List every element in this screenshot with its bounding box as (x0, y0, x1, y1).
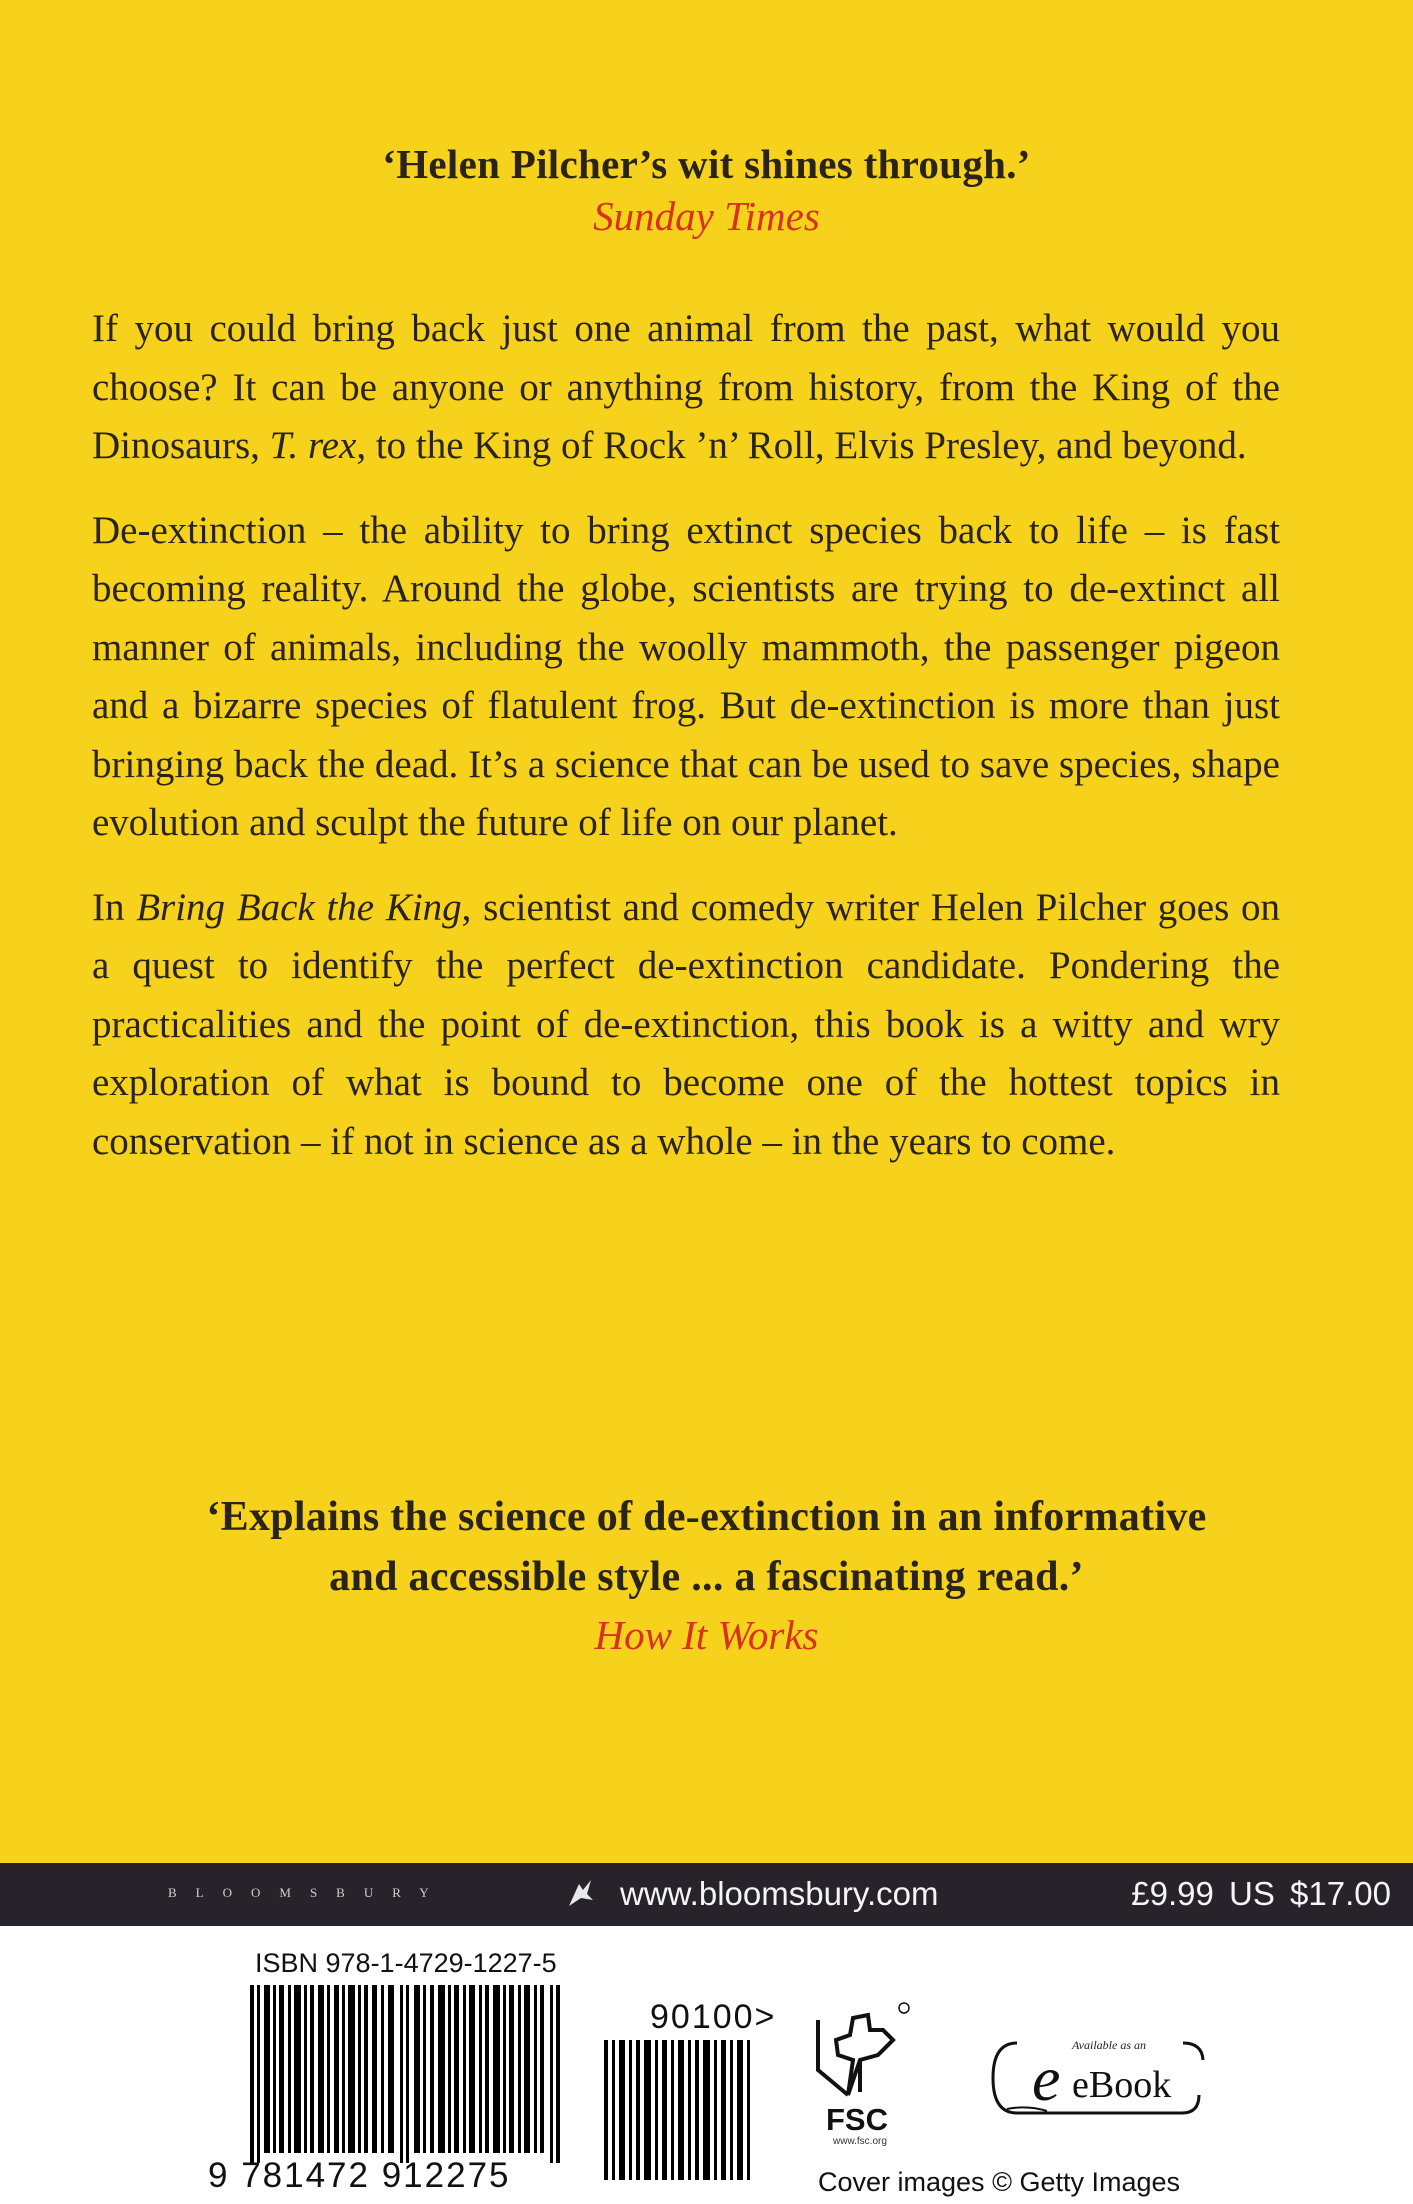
fsc-label: FSC (826, 2102, 888, 2137)
ebook-label: eBook (1072, 2064, 1172, 2106)
book-blurb (92, 300, 1280, 1197)
ebook-e-letter: e (1032, 2043, 1061, 2114)
blurb-p3-part-a: In (92, 885, 137, 929)
blurb-p3-part-b: , scientist and comedy writer Helen Pilcher goes on a quest to identify the perfect de-extinction candidate. Pondering the practicalities and the point of de-extinction, this book is a witty and wry exploration of what is bound to become one of the hottest topics in conservation – if not in science as a whole – in the years to come. (92, 885, 1280, 1163)
publisher-dog-icon (565, 1876, 597, 1910)
price: £9.99 US $17.00 (1131, 1875, 1391, 1912)
publisher-band (0, 1863, 1413, 1926)
blurb-p1-part-a: If you could bring back just one animal from the past, what would you choose? It can be anyone or anything from history, from the King of the Dinosaurs, (92, 307, 1280, 467)
publisher-logo: BLOOMSBURY (168, 1885, 448, 1900)
barcode-addon-code: 90100> (650, 1998, 777, 2036)
addon-barcode-icon (604, 2040, 754, 2180)
bottom-review-quote (0, 1487, 1413, 1661)
fsc-tree-icon (808, 2000, 913, 2100)
top-quote-source: Sunday Times (593, 193, 820, 239)
blurb-paragraph-1 (92, 300, 1280, 476)
bottom-quote-line-1: ‘Explains the science of de-extinction in an informative (206, 1494, 1207, 1540)
blurb-paragraph-3 (92, 879, 1280, 1172)
fsc-url: www.fsc.org (833, 2136, 887, 2147)
barcode-digits: 9 781472 912275 (208, 2156, 511, 2195)
bottom-quote-line-2: and accessible style ... a fascinating read.’ (329, 1554, 1084, 1600)
ebook-available-label: Available as an (1072, 2038, 1146, 2052)
blurb-p1-italic: T. rex (269, 424, 357, 467)
publisher-url[interactable]: www.bloomsbury.com (620, 1875, 939, 1912)
bottom-quote-source: How It Works (594, 1612, 819, 1658)
blurb-paragraph-2: De-extinction – the ability to bring extinct species back to life – is fast becoming reality. Around the globe, scientists are trying to de-extinct all manner of animals, including the woolly mammoth, the passenger pigeon and a bizarre species of flatulent frog. But de-extinction is more than just bringing back the dead. It’s a science that can be used to save species, shape evolution and sculpt the future of life on our planet. (92, 508, 1280, 844)
blurb-p1-part-b: , to the King of Rock ’n’ Roll, Elvis Presley, and beyond. (356, 424, 1247, 467)
isbn: ISBN 978-1-4729-1227-5 (255, 1948, 557, 1978)
top-review-quote (0, 138, 1413, 242)
top-quote-text: ‘Helen Pilcher’s wit shines through.’ (382, 141, 1031, 187)
cover-image-credit: Cover images © Getty Images (818, 2167, 1181, 2197)
isbn-barcode-icon (250, 1985, 570, 2163)
book-title-italic: Bring Back the King (136, 885, 462, 929)
